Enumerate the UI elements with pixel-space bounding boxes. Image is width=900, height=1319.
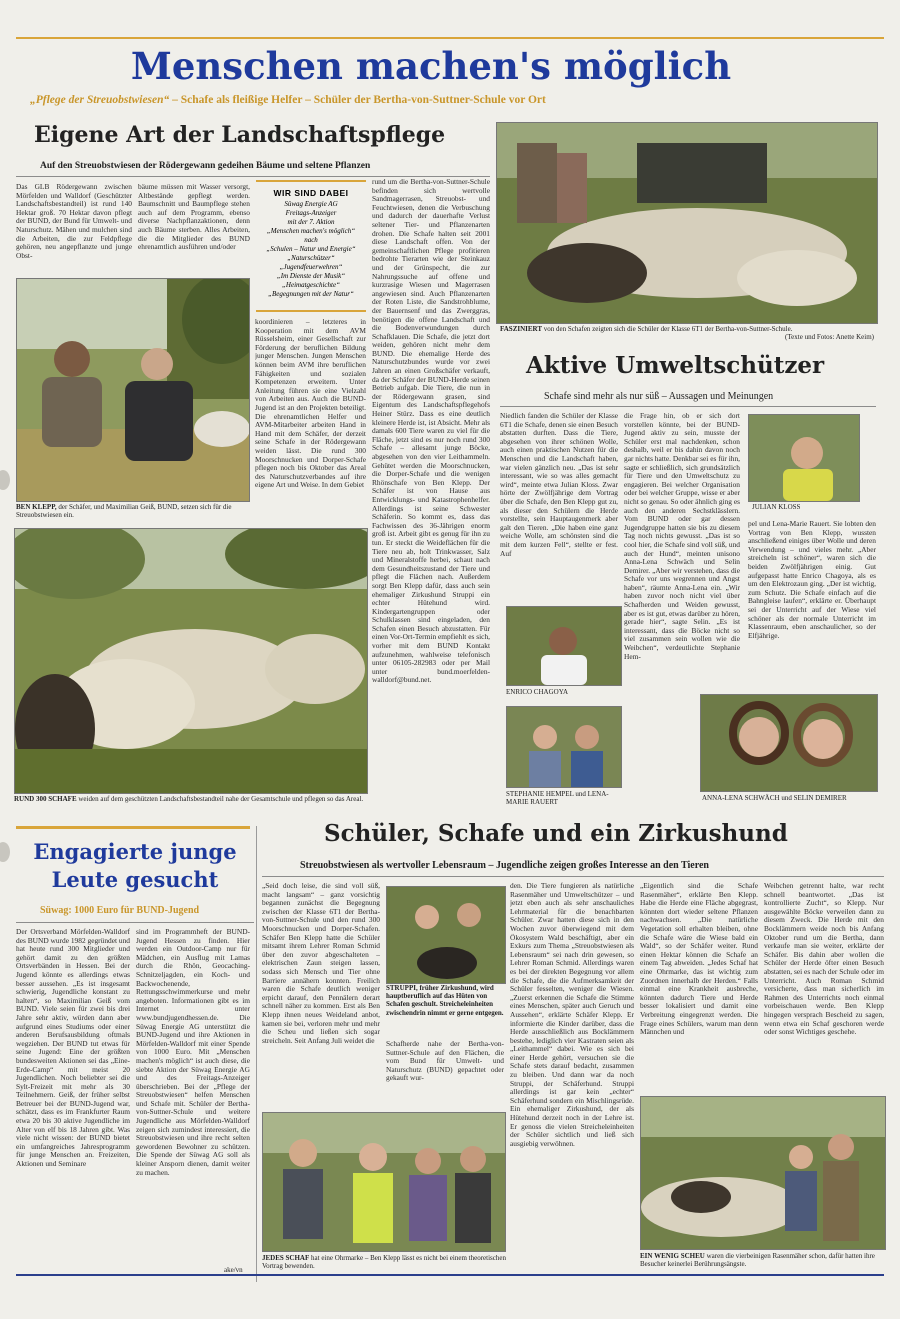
caption-fasziniert-bold: FASZINIERT — [500, 325, 543, 333]
info-box-line: Süwag Energie AG — [284, 200, 338, 208]
article4-subtitle: Streuobstwiesen als wertvoller Lebensraum – Jugendliche zeigen großes Interesse an den Tieren — [300, 860, 709, 871]
article4-rule — [262, 876, 884, 877]
article2-rule — [500, 406, 876, 407]
photo-fasziniert — [496, 122, 878, 324]
name-anna-selin: ANNA-LENA SCHWÄCH und SELIN DEMIRER — [702, 794, 847, 802]
article1-col3: rund um die Bertha-von-Suttner-Schule befinden sich wertvolle Sandmagerrasen, Streuobst- und Feuchtwiesen, denen die Verbuschung und dadurch der dauerhafte Verlust seltener Tier- und Pflanzenarten drohen. Die Schafe halten seit 2001 diese Landschaft offen. Von der gemeinschaftlichen Pflege profitieren bedrohte Tierarten wie der Steinkauz und der Grünspecht, die zur Nahrungssuche auf offene und kurzrasige Wiesen und Magerrasen angewiesen sind. Auch Pflanzenarten der Roten Liste, die Sandstrohblume, der Bauernsenf und das Zwerggras, benötigen die offene Landschaft und die Bodenverwundungen durch Schafklauen. Die Schafe, die jetzt dort weiden, gehören nicht mehr dem BUND. Die ehemalige Herde des Naturschutzbundes wurde vor zwei Jahren an einen Großschäfer verkauft, da der Schäfer der BUND-Herde seinen Betrieb aufgab. Die Tiere, die nun in der Rödergewann grasen, sind Eigentum des Landschaftspflegehofs Heiner Stürz. Dass es eine deutlich kleinere Herde ist, ist Absicht. Mehr als damals 600 Tiere waren zu viel für die Fläche, jetzt sind es nur noch rund 300 Schafe – allesamt junge Böcke, abgesehen von den vier Leithammeln. Gehütet werden die Moorschnucken, die Dorper-Schafe und die wenigen Rhönschafe von Ben Klepp. Der Schäfer ist von Hause aus Entwicklungs- und Katastrophenhelfer. Allerdings ist seine Schwester Schäferin. So kommt es, dass das Fachwissen des 36-Jährigen enorm groß ist. Arbeit gibt es genug für ihn zu tun. Er steckt die Weideflächen für die Tiere neu ab, holt Trinkwasser, Salz und Mineralstoffe herbei, schaut nach dem Gesundheitszustand der Tiere und pflegt die Flächen nach. Außerdem sorgt Ben Klepp dafür, dass auch sein ehemaliger Zirkushund Struppi ein echter Hütehund wird. Kindergartengruppen oder Schulklassen sind eingeladen, den Schafen einen Besuch abzustatten. Für einen Vor-Ort-Termin empfiehlt es sich, vorher mit dem BUND Kontakt aufzunehmen, wahlweise telefonisch unter 06105-282983 oder per Mail unter bund.moerfelden-walldorf@bund.net. — [372, 178, 490, 685]
caption-fasziniert-text: von den Schafen zeigten sich die Schüler der Klasse 6T1 der Bertha-von-Suttner-Schule. — [542, 325, 793, 333]
main-title: Menschen machen's möglich — [130, 44, 732, 88]
photo-stephanie-lena — [506, 706, 622, 788]
info-box-line: „Menschen machen's möglich“ — [266, 227, 356, 235]
caption-ohrmarke — [262, 1254, 506, 1270]
article1-title: Eigene Art der Landschaftspflege — [34, 122, 446, 148]
photo-credit: (Texte und Fotos: Anette Keim) — [785, 333, 874, 342]
info-box-line: „Jugendfeuerwehren“ — [279, 263, 343, 271]
caption-300-sheep-bold: RUND 300 SCHAFE — [14, 795, 77, 803]
caption-300-sheep — [14, 795, 366, 803]
name-julian: JULIAN KLOSS — [752, 503, 801, 511]
punch-hole — [0, 842, 10, 862]
article2-col2: die Frage hin, ob er sich dort vorstellen könnte, bei der BUND-Jugend aktiv zu sein, musste der Schüler erst mal nachdenken, schon deshalb, weil er bis dahin davon noch gar nichts hatte. Denkbar sei es für ihn, sagte er schließlich, sich grundsätzlich für Tiere und den Umweltschutz zu engagieren. Bei welcher Organisation oder bei welcher Gruppe, wisse er aber nicht so genau. So oder ähnlich ging es auch den anderen Sechstklässlern. Vom BUND oder gar dessen Jugendgruppe hatten sie bis zu diesem Tag noch nichts gewusst. „Das ist so cool hier, die Schafe sind voll süß, und auch der Hund“, meinten unisono Anna-Lena Schwäch und Selin Demirer. „Aber wir verstehen, dass die Schafe vor uns wegrennen und Angst haben“, räumte Anna-Lena ein. „Wir haben zuvor noch nicht viel über Schafherden und Weiden gewusst, aber es ist gut, etwas darüber zu hören, gerade hier“, sagte Selin. „Es ist interessant, dass die Böcke nicht so viel zusammen sein wollen wie die Weibchen“, verdeutlichte Stephanie Hem- — [624, 412, 740, 661]
info-box-line: „Begegnungen mit der Natur“ — [268, 290, 354, 298]
info-box-line: „Heimatgeschichte“ — [282, 281, 340, 289]
photo-klepp-geiss — [16, 278, 250, 502]
info-box-line: „Schulen – Natur und Energie“ — [266, 245, 356, 253]
info-box-line: Freitags-Anzeiger — [285, 209, 337, 217]
caption-ohrmarke-text: hat eine Ohrmarke – Ben Klepp lässt es nicht bei einem theoretischen Vortrag bewenden. — [262, 1254, 506, 1271]
article4-col1b: Schafherde nahe der Bertha-von-Suttner-Schule auf den Flächen, die vom Bund für Umwelt- und Naturschutz (BUND) gepachtet oder gekauft wur- — [386, 1040, 504, 1083]
article4-col4: Weibchen getrennt halte, war recht schnell beantwortet. „Das ist kontrollierte Zucht“, so Klepp. Nur ausgewählte Böcke verweilen dann zu diesem Zweck. Die Herde mit den Bocklämmern weide noch bis Anfang Oktober rund um die Bertha, dann verkaufe man sie weiter, erklärte der Schäfer. Bis dahin aber wollen die Schüler der Herde öfter einen Besuch abstatten, sei es nach der Schule oder im Unterricht. Auch Roman Schmid versicherte, dass man sicherlich im Rahmen des Unterrichts noch einmal vorbeischauen werde. Ben Klepp hingegen versprach Bescheid zu sagen, wenn etwa ein Schaf geschoren werde oder sonst Wichtiges geschehe. — [764, 882, 884, 1037]
article2-col1: Niedlich fanden die Schüler der Klasse 6T1 die Schafe, denen sie einen Besuch abstatten durften. Dass die Tiere, abgesehen von ihrer schönen Wolle, auch einen praktischen Nutzen für die Menschen und die Landschaft haben, war vielen gänzlich neu. „Das ist sehr interessant, wie so was alles gemacht wird“, meinte etwa Julian Kloss. Zwar hörte der Zwölfjährige dem Vortrag über die Schafe, den Ben Klepp gut zu, als dieser den Schülern die Herde vorstellte, sein Hauptaugenmerk aber galt den Tieren. „Die haben eine ganz weiche Wolle, am schönsten sind die mit dem kurzen Fell“, stellte er fest. Auf — [500, 412, 618, 558]
column-divider — [256, 826, 257, 1282]
caption-fasziniert — [500, 325, 874, 341]
article4-col3: „Eigentlich sind die Schafe Rasenmäher“, erklärte Ben Klepp. Habe die Herde eine Fläche abgegrast, könnten dort wieder seltene Pflanzen nachwachsen. „Die natürliche Vegetation soll erhalten bleiben, ohne die Schafe wäre die Wiese bald ein Wald“, so der Schäfer weiter. Rund einen Hektar können die Schafe an einem Tag abweiden. „Jedes Schaf hat eine Ohrmarke, das ist wichtig zum Zuordnen innerhalb der Herden.“ Falls einmal eine Krankheit ausbreche, könnten dadurch Tiere und Herde besser lokalisiert und damit eine Verbreitung eingegrenzt werden. Die Frage eines Schülers, warum man denn Männchen und — [640, 882, 758, 1037]
photo-300-sheep — [14, 528, 368, 794]
info-box-line: „Im Dienste der Musik“ — [276, 272, 346, 280]
top-rule — [16, 37, 884, 39]
info-box-line: nach — [304, 236, 318, 244]
kicker-rest: – Schafe als fleißige Helfer – Schüler der Bertha-von-Suttner-Schule vor Ort — [169, 94, 546, 106]
photo-enrico — [506, 606, 622, 686]
bottom-rule — [16, 1274, 884, 1276]
name-stephanie-lena: STEPHANIE HEMPEL und LENA-MARIE RAUERT — [506, 790, 609, 807]
article4-col1: „Seid doch leise, die sind voll süß, macht langsam“ – ganz vorsichtig begannen zunächst die Begegnung zwischen der Klasse 6T1 der Bertha-von-Suttner-Schule und den rund 300 Moorschnucken und Dorper-Schafen. Schäfer Ben Klepp hatte die Schüler mitsamt ihrem Lehrer Roman Schmid über den zuvor abgeschalteten – elektrischen Zaun steigen lassen, sodass sich Mensch und Tier ohne Barriere annähern konnten. Freilich waren die Schafe deutlich weniger erpicht darauf, den Pennälern derart schnell näher zu kommen. Erst als Ben Klepp ihnen neues Weideland anbot, kamen sie bei, verloren mehr und mehr die Scheu und ließen sich sogar streicheln. Seit Anfang Juli weidet die — [262, 882, 380, 1045]
article3-col1: Der Ortsverband Mörfelden-Walldorf des BUND wurde 1982 gegründet und hat heute rund 300 Mitglieder und gehört damit zu den größten Ortsverbänden in Hessen. Bei der Jugend könnte es allerdings etwas besser aussehen. „Es ist insgesamt schwierig, Jugendliche konstant zu halten“, so Maximilian Geiß vom BUND. Viele seien für zwei bis drei Jahre sehr aktiv, würden dann aber aufgrund eines Studiums oder einer anderen Berufsausbildung oftmals wegziehen. Der BUND tut etwas für seine Jugend: Eine der größten bundesweiten Aktionen sei das „Eine-Erde-Camp“ mit meist 20 Jugendlichen. Noch beliebter sei die Sylt-Freizeit mit mehr als 30 Teilnehmern. Geiß, der früher selbst Betreuer bei der BUND-Jugend war, schätzt, dass es im Frankfurter Raum etwa 20 bis 30 aktive Jugendliche im Alter von elf bis 18 Jahren gibt. Was viele nicht wissen: der BUND bietet ein umfangreiches Jahresprogramm für junge Menschen an. Freizeiten, Aktionen und Seminare — [16, 928, 130, 1169]
article1-col2: bäume müssen mit Wasser versorgt, Altbestände gepflegt werden. Baumschnitt und Baumpflege stehen auch auf dem Programm, ebenso diverse Nachpflanzaktionen, denn auch Bäume sterben. Alles Arbeiten, die die Mitglieder des BUND ehrenamtlich ausführen und/oder — [138, 183, 250, 252]
caption-klepp-bold: BEN KLEPP, — [16, 503, 57, 511]
article3-col2: sind im Programmheft der BUND-Jugend Hessen zu finden. Hier werden ein Outdoor-Camp nur für Mädchen, ein Ausflug mit Lamas durch die Rhön, Geocaching-Schnitzeljagden, ein Koch- und Backwochenende, Rettungsschwimmerkurse und mehr angeboten. Informationen gibt es im Internet unter www.bundjugendhessen.de. Die Süwag Energie AG unterstützt die BUND-Jugend und ihre Aktionen in Mörfelden-Walldorf mit einer Spende von 1000 Euro. Mit „Menschen machen's möglich“ ist auch diese, die siebte Aktion der Süwag Energie AG und des Freitags-Anzeiger überschrieben. Bei der „Pflege der Streuobstwiesen“ helfen Menschen und Schafe mit. Schüler der Bertha-von-Suttner-Schule und weitere Jugendliche aus Mörfelden-Walldorf zeigen sich zumindest interessiert, die Streuobstwiesen und ihre recht selten gewordenen Bewohner zu schützen. Die Spende der Süwag AG soll als kleiner Ansporn dienen, damit weiter zu machen. — [136, 928, 250, 1177]
article1-rule — [16, 176, 490, 177]
caption-ohrmarke-bold: JEDES SCHAF — [262, 1254, 310, 1262]
photo-ohrmarke — [262, 1112, 506, 1252]
photo-struppi — [386, 886, 506, 984]
article1-col1: Das GLB Rödergewann zwischen Mörfelden und Walldorf (Geschützter Landschaftsbestandteil) ist rund 140 Hektar groß. 70 Hektar davon pflegt der BUND, der Bund für Umwelt- und Naturschutz. Mähen und mulchen sind die Arbeiten, die zur Feldpflege gehören, neu angepflanzte und junge Obst- — [16, 183, 132, 260]
article3-signature: ake/vn — [224, 1266, 243, 1274]
photo-julian — [748, 414, 860, 502]
article4-title: Schüler, Schafe und ein Zirkushund — [324, 820, 788, 847]
article1-subtitle: Auf den Streuobstwiesen der Rödergewann gedeihen Bäume und seltene Pflanzen — [40, 161, 371, 171]
caption-300-sheep-text: weiden auf dem geschützten Landschaftsbestandteil nahe der Gesamtschule und pflegen so das Areal. — [76, 795, 364, 803]
caption-klepp-text: der Schäfer, und Maximilian Geiß, BUND, setzen sich für die Streuobstwiesen ein. — [16, 503, 232, 520]
info-box-line: mit der 7. Aktion — [287, 218, 335, 226]
article2-title: Aktive Umweltschützer — [526, 352, 825, 379]
caption-scheu-text: waren die vierbeinigen Rasenmäher schon, dafür hatten ihre Besucher keinerlei Berührungsängste. — [640, 1252, 875, 1269]
info-box-line: „Naturschützer“ — [287, 254, 335, 262]
article1-col2b: koordinieren – letzteres in Kooperation mit dem AVM Rüsselsheim, einer Gesellschaft zur Förderung der beruflichen Bildung junger Menschen. Jungen Menschen können beim AVM ihre beruflichen Fähigkeiten und sozialen Kompetenzen erweitern. Unter Anleitung führen sie eine Vielzahl von Arbeiten aus. Auch die BUND-Jugend ist an den Projekten beteiligt. Die ehrenamtlichen Helfer und AVM-Mitarbeiter arbeiten Hand in Hand mit dem Schäfer, der derzeit seine Schafe in der Rödergewann weiden lässt. Die rund 300 Moorschnucken und Dorper-Schafe pflegen noch bis Oktober das Areal des Naturschutzverbandes auf ihre eigene Art und Weise. In dem Gebiet — [255, 318, 366, 490]
photo-scheu — [640, 1096, 886, 1250]
article4-col2: den. Die Tiere fungieren als natürliche Rasenmäher und Umweltschützer – und jetzt eben auch als sehr anschauliches Lehrmaterial für die benachbarten Schüler. Zwar hatten diese sich in den Wochen zuvor überwiegend mit dem Ökosystem Wald beschäftigt, aber ein Exkurs zum Thema „Streuobstwiesen als Lebensraum“ sei nach drin gewesen, so Lehrer Roman Schmid. Allerdings waren es bei der direkten Begegnung vor allem die Schafe, die die Aufmerksamkeit der Schüler fesselten, weniger die Wiesen. „Zuerst erkennen die Schafe die Stimme eines Menschen, später auch Geruch und Aussehen“, erklärte Schäfer Klepp. Er informierte die Kinder darüber, dass die Herde ausschließlich aus Bocklämmern bestehe, lediglich vier Kastraten seien als „Leithammel“ dabei. Wie es sich bei einer Herde gehört, versuchen sie die Schafe stets darauf bedacht, zusammen zu bleiben. Und dann war da noch Struppi, der Schäferhund. Struppi allerdings ist gar kein „echter“ Schäferhund sondern ein Mischlingsrüde. Ein ehemaliger Zirkushund, der als Hütehund derzeit noch in der Lehre ist. Er genoss die vielen Streicheleinheiten der Schüler sichtlich und ließ sich ausgiebig verwöhnen. — [510, 882, 634, 1148]
photo-anna-selin — [700, 694, 878, 792]
article3-subtitle: Süwag: 1000 Euro für BUND-Jugend — [40, 905, 200, 916]
caption-struppi: STRUPPI, früher Zirkushund, wird hauptberuflich auf das Hüten von Schafen geschult. Streicheleinheiten zwischendrin nimmt er gerne entgegen. — [386, 984, 504, 1017]
kicker-italic: „Pflege der Streuobstwiesen“ — [30, 94, 170, 106]
caption-scheu-bold: EIN WENIG SCHEU — [640, 1252, 705, 1260]
info-box-lines — [256, 200, 366, 299]
caption-scheu — [640, 1252, 884, 1268]
article3-rule — [16, 922, 254, 923]
article2-subtitle: Schafe sind mehr als nur süß – Aussagen und Meinungen — [544, 391, 774, 402]
punch-hole — [0, 470, 10, 490]
article3-title: Engagierte junge Leute gesucht — [33, 839, 237, 892]
caption-klepp — [16, 503, 248, 519]
article2-col3: pel und Lena-Marie Rauert. Sie lobten den Vortrag von Ben Klepp, wussten anschließend einiges über Wolle und deren Verwendung – und vieles mehr. „Aber streicheln ist schöner“, waren sich die beiden Zwölfjährigen einig. Gut aufgepasst hatte Enrico Chagoya, als es um den Elektrozaun ging. „Der ist wichtig, zum Schutz. Die Schafe einfach auf die Bahngleise laufen“, erklärte er. Überhaupt sei der Unterricht auf der Wiese viel schöner als der normale Unterricht im Klassenraum, eben anschaulicher, so der Elfjährige. — [748, 520, 876, 640]
info-box — [256, 180, 366, 312]
name-enrico: ENRICO CHAGOYA — [506, 688, 569, 696]
kicker — [30, 94, 870, 106]
info-box-title: WIR SIND DABEI — [273, 188, 349, 198]
